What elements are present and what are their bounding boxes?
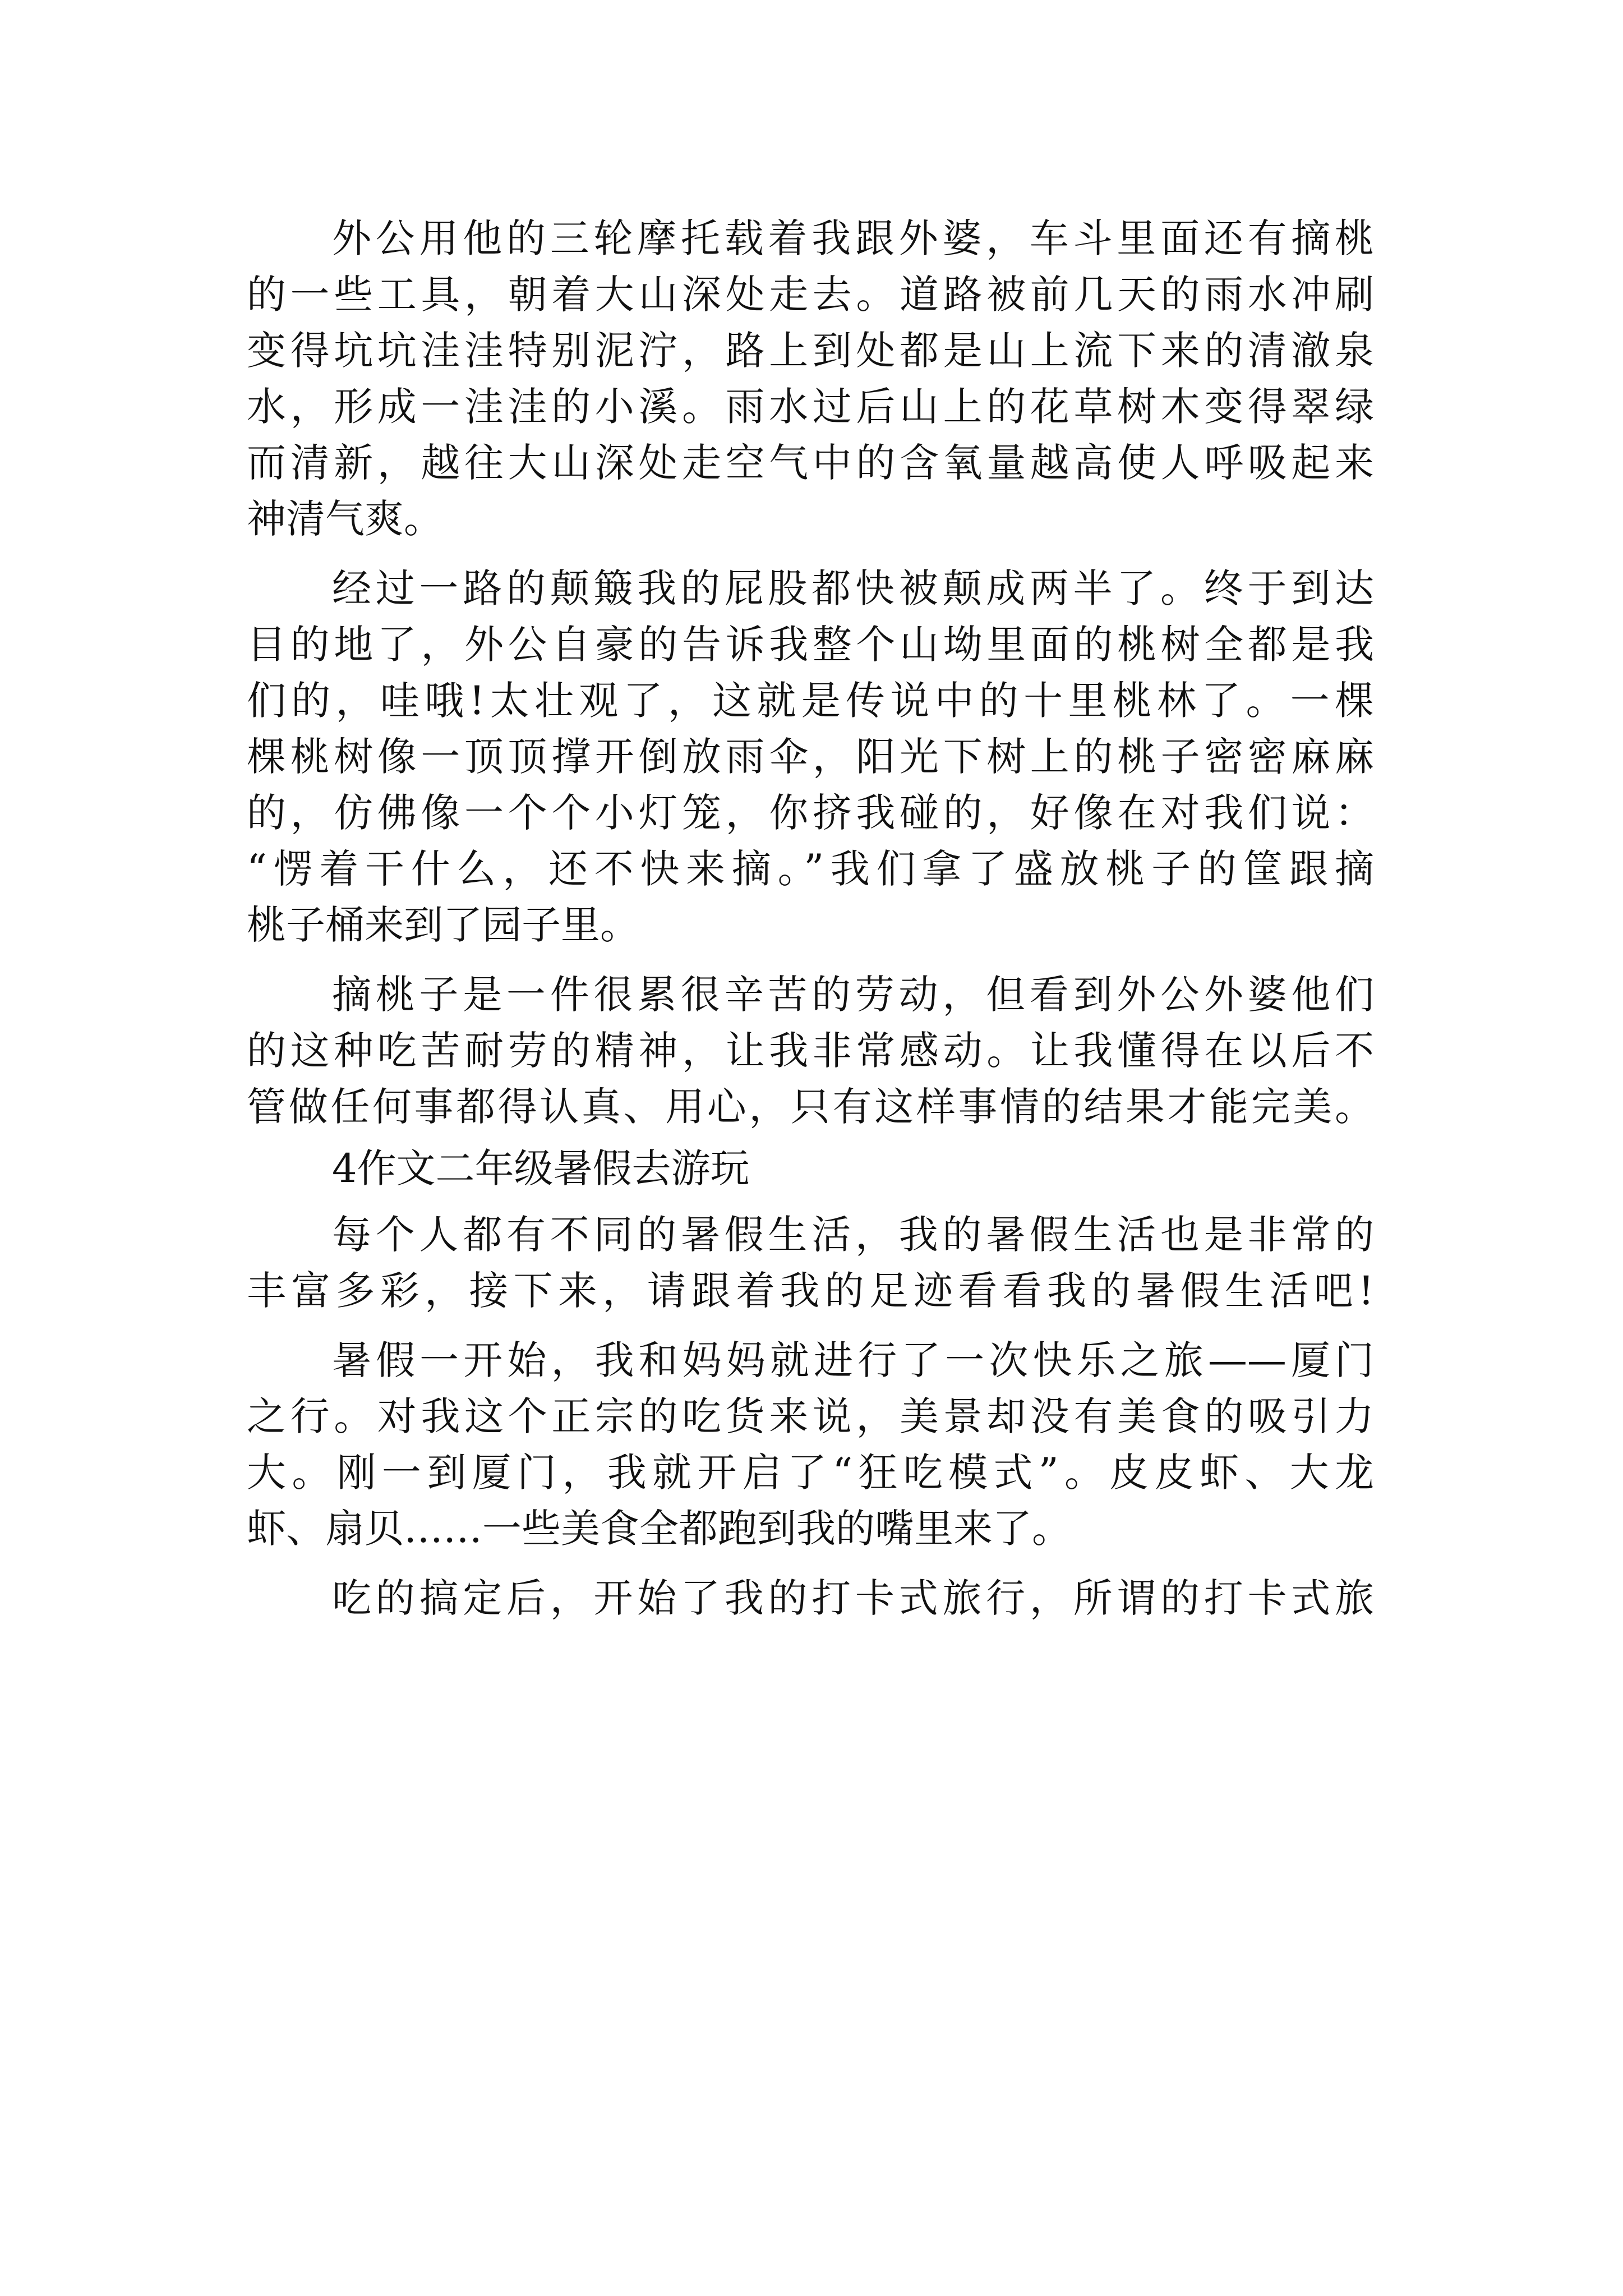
text-line: 虾、扇贝……一些美食全都跑到我的嘴里来了。 bbox=[247, 1506, 1071, 1552]
text-line: 棵桃树像一顶顶撑开倒放雨伞，阳光下树上的桃子密密麻麻 bbox=[247, 734, 1374, 780]
text-line: 大。刚一到厦门，我就开启了“狂吃模式”。皮皮虾、大龙 bbox=[247, 1450, 1374, 1496]
text-line: 经过一路的颠簸我的屁股都快被颠成两半了。终于到达 bbox=[332, 565, 1374, 611]
text-line: 变得坑坑洼洼特别泥泞，路上到处都是山上流下来的清澈泉 bbox=[247, 328, 1374, 374]
text-line: 的一些工具，朝着大山深处走去。道路被前几天的雨水冲刷 bbox=[247, 272, 1374, 318]
text-line: 外公用他的三轮摩托载着我跟外婆，车斗里面还有摘桃 bbox=[332, 215, 1374, 261]
text-line: 而清新，越往大山深处走空气中的含氧量越高使人呼吸起来 bbox=[247, 440, 1374, 486]
text-line: 丰富多彩，接下来，请跟着我的足迹看看我的暑假生活吧! bbox=[247, 1268, 1374, 1314]
text-line: 摘桃子是一件很累很辛苦的劳动，但看到外公外婆他们 bbox=[332, 972, 1374, 1018]
document-body bbox=[247, 210, 1374, 1626]
text-line: 桃子桶来到了园子里。 bbox=[247, 902, 639, 948]
text-line: 目的地了，外公自豪的告诉我整个山坳里面的桃树全都是我 bbox=[247, 622, 1374, 668]
text-line: 之行。对我这个正宗的吃货来说，美景却没有美食的吸引力 bbox=[247, 1393, 1374, 1439]
text-line: 神清气爽。 bbox=[247, 496, 443, 542]
text-line: 水，形成一洼洼的小溪。雨水过后山上的花草树木变得翠绿 bbox=[247, 384, 1374, 430]
text-line: 暑假一开始，我和妈妈就进行了一次快乐之旅——厦门 bbox=[332, 1337, 1374, 1383]
text-line: 们的，哇哦!太壮观了，这就是传说中的十里桃林了。一棵 bbox=[247, 678, 1374, 724]
text-line: 每个人都有不同的暑假生活，我的暑假生活也是非常的 bbox=[332, 1212, 1374, 1258]
text-line: 的，仿佛像一个个小灯笼，你挤我碰的，好像在对我们说： bbox=[247, 790, 1374, 836]
text-line: 管做任何事都得认真、用心，只有这样事情的结果才能完美。 bbox=[247, 1084, 1374, 1130]
text-line: 的这种吃苦耐劳的精神，让我非常感动。让我懂得在以后不 bbox=[247, 1028, 1374, 1074]
text-line: 吃的搞定后，开始了我的打卡式旅行，所谓的打卡式旅 bbox=[332, 1575, 1374, 1621]
text-line: 4作文二年级暑假去游玩 bbox=[332, 1145, 750, 1191]
text-line: “愣着干什么，还不快来摘。”我们拿了盛放桃子的筐跟摘 bbox=[247, 846, 1374, 892]
